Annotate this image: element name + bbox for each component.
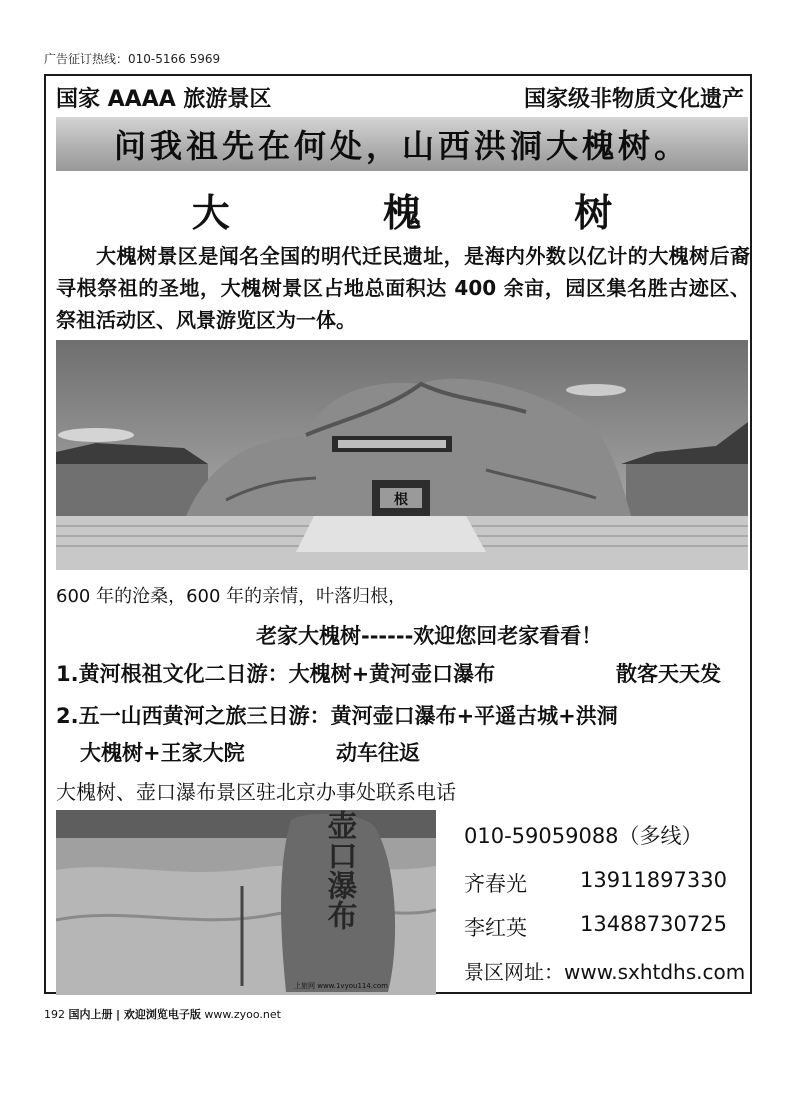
website-link[interactable]: 景区网址：www.sxhtdhs.com	[464, 960, 746, 984]
tree-gate-illustration	[56, 340, 748, 570]
book-name: 国内上册	[68, 1008, 113, 1021]
page-footer: 192 国内上册 | 欢迎浏览电子版 www.zyoo.net	[44, 1008, 281, 1021]
scenic-photo-hukou-stone	[56, 810, 436, 995]
tour-2-line-1: 2.五一山西黄河之旅三日游：黄河壶口瀑布+平遥古城+洪洞	[56, 704, 618, 728]
contact-name: 齐春光	[464, 872, 527, 896]
ad-hotline: 广告征订热线：010-5166 5969	[44, 52, 221, 66]
tour-1-extra: 散客天天发	[616, 662, 721, 686]
scenic-photo-tree-gate	[56, 340, 748, 570]
gate-sign-text: 根	[394, 492, 408, 508]
tour-2-attractions: 大槐树+王家大院	[80, 741, 245, 765]
aaaa-label: 国家 AAAA 旅游景区	[56, 87, 272, 112]
tour-2-extra: 动车往返	[336, 741, 420, 765]
contact-phone: 13488730725	[580, 912, 727, 936]
stone-inscription: 壶口瀑布	[321, 810, 357, 930]
header-row	[56, 82, 744, 114]
footer-url[interactable]: www.zyoo.net	[204, 1008, 281, 1021]
intro-paragraph: 大槐树景区是闻名全国的明代迁民遗址，是海内外数以亿计的大槐树后裔寻根祭祖的圣地，大槐树景区占地总面积达 400 余亩，园区集名胜古迹区、祭祖活动区、风景游览区为一体。	[56, 244, 750, 332]
office-contact-heading: 大槐树、壶口瀑布景区驻北京办事处联系电话	[56, 780, 456, 804]
photo-watermark: 上旅网 www.1vyou114.com	[294, 982, 388, 990]
page-title: 大 槐 树	[191, 191, 683, 235]
slogan-text: 问我祖先在何处，山西洪洞大槐树。	[113, 127, 690, 165]
hukou-stone-illustration	[56, 810, 436, 995]
contact-person-2	[464, 912, 727, 942]
contact-phone: 13911897330	[580, 868, 727, 892]
tagline-welcome: 老家大槐树------欢迎您回老家看看！	[256, 624, 603, 648]
contact-name: 李红英	[464, 916, 527, 940]
footer-note: 欢迎浏览电子版	[123, 1008, 201, 1021]
tour-2-line-2	[80, 737, 420, 767]
tour-1	[56, 658, 721, 688]
page-number: 192	[44, 1008, 65, 1021]
slogan-banner	[56, 117, 748, 171]
contact-person-1	[464, 868, 727, 898]
tagline-heritage: 600 年的沧桑，600 年的亲情，叶落归根，	[56, 586, 407, 607]
main-phone: 010-59059088（多线）	[464, 824, 703, 848]
tour-1-text: 1.黄河根祖文化二日游：大槐树+黄河壶口瀑布	[56, 662, 496, 686]
heritage-label: 国家级非物质文化遗产	[523, 87, 744, 112]
